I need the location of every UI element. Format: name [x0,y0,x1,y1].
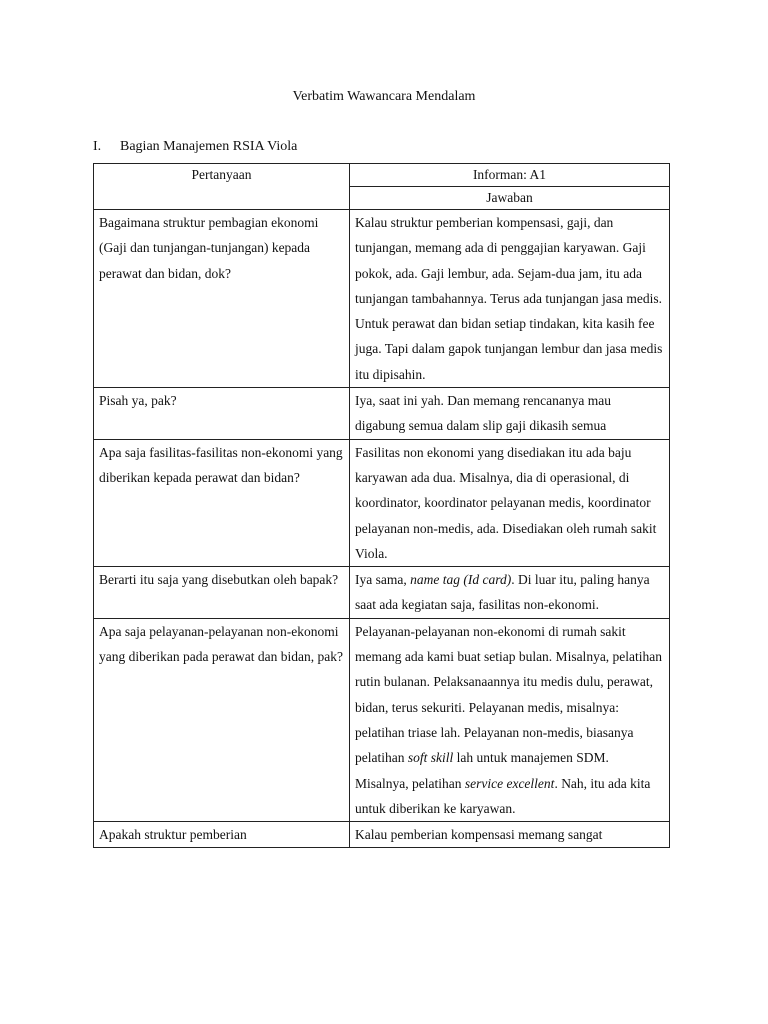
header-question: Pertanyaan [94,164,350,210]
answer-text: Iya sama, [355,572,411,588]
answer-cell: Fasilitas non ekonomi yang disediakan itu ada baju karyawan ada dua. Misalnya, dia di operasional, di koordinator, koordinator pelayanan medis, koordinator pelayanan non-medis, ada. Disediakan oleh rumah sakit Viola. [350,439,670,566]
section-heading [93,138,297,156]
answer-cell [350,618,670,821]
table-row [94,210,670,388]
answer-text-italic: name tag (Id card) [410,572,512,588]
table-row [94,618,670,821]
header-answer: Jawaban [350,187,670,210]
question-cell: Apa saja pelayanan-pelayanan non-ekonomi yang diberikan pada perawat dan bidan, pak? [94,618,350,821]
question-cell: Berarti itu saja yang disebutkan oleh bapak? [94,567,350,619]
answer-cell [350,567,670,619]
answer-text: Pelayanan-pelayanan non-ekonomi di rumah sakit memang ada kami buat setiap bulan. Misalnya, pelatihan rutin bulanan. Pelaksanaannya itu medis dulu, perawat, bidan, terus sekuriti. Pelayanan medis, misalnya: pelatihan triase lah. Pelayanan non-medis, biasanya pelatihan [355,623,663,766]
question-cell: Bagaimana struktur pembagian ekonomi (Gaji dan tunjangan-tunjangan) kepada perawat dan bidan, dok? [94,210,350,388]
table-row [94,822,670,848]
interview-table [93,163,670,848]
answer-cell: Kalau struktur pemberian kompensasi, gaji, dan tunjangan, memang ada di penggajian karyawan. Gaji pokok, ada. Gaji lembur, ada. Sejam-dua jam, itu ada tunjangan tambahannya. Terus ada tunjangan jasa medis. Untuk perawat dan bidan setiap tindakan, kita kasih fee juga. Tapi dalam gapok tunjangan lembur dan jasa medis itu dipisahin. [350,210,670,388]
answer-cell: Kalau pemberian kompensasi memang sangat [350,822,670,848]
question-cell: Apa saja fasilitas-fasilitas non-ekonomi yang diberikan kepada perawat dan bidan? [94,439,350,566]
table-header-row [94,164,670,187]
answer-cell: Iya, saat ini yah. Dan memang rencananya mau digabung semua dalam slip gaji dikasih semua [350,388,670,440]
section-number: I. [93,139,102,154]
answer-text: . Nah, itu ada kita untuk diberikan ke karyawan. [355,775,651,816]
section-title: Bagian Manajemen RSIA Viola [120,139,298,154]
answer-text: . Di luar itu, paling hanya saat ada kegiatan saja, fasilitas non-ekonomi. [355,572,650,613]
answer-text: lah untuk manajemen SDM. Misalnya, pelatihan [355,750,609,791]
table-row [94,388,670,440]
table-row [94,439,670,566]
table-row [94,567,670,619]
question-cell: Apakah struktur pemberian [94,822,350,848]
header-informant: Informan: A1 [350,164,670,187]
answer-text-italic: soft skill [407,750,454,766]
answer-text-italic: service excellent [464,775,555,791]
document-title: Verbatim Wawancara Mendalam [292,89,476,104]
question-cell: Pisah ya, pak? [94,388,350,440]
